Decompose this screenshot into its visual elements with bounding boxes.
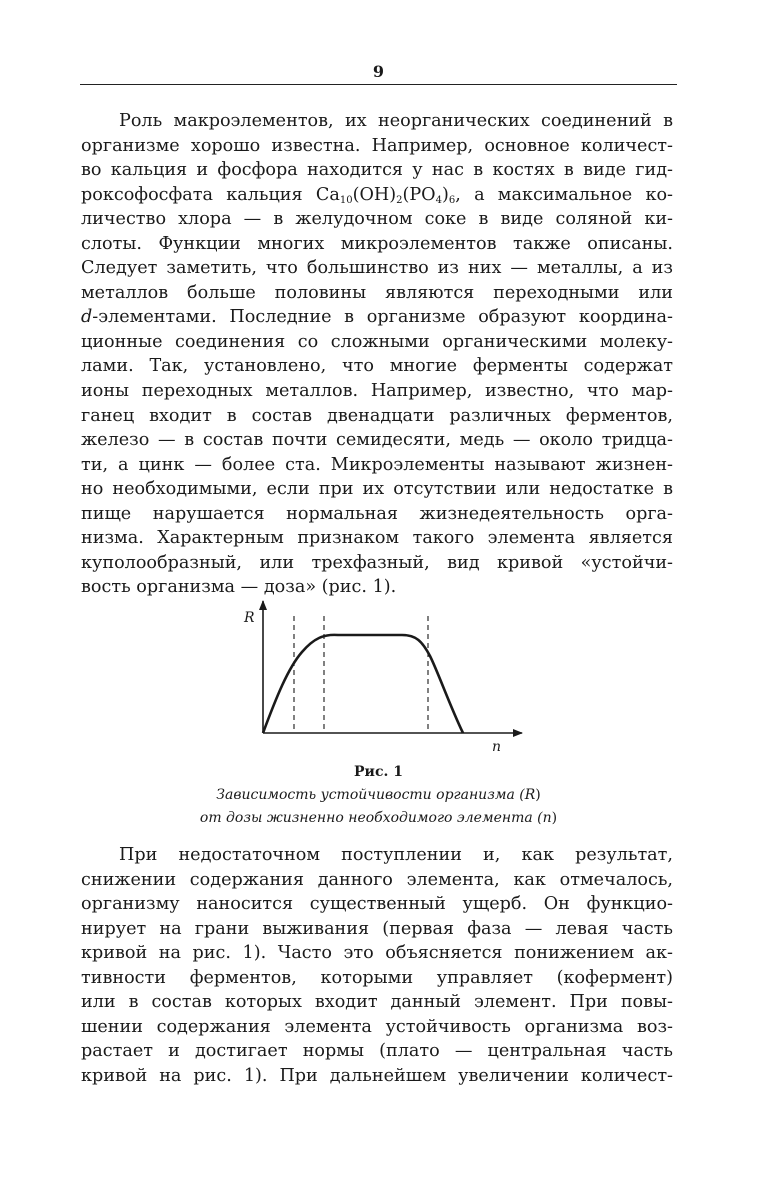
paragraph-line: кривой на рис. 1). При дальнейшем увеличении количест- xyxy=(81,1065,673,1086)
caption-text: ) xyxy=(551,810,558,826)
caption-variable: R xyxy=(524,787,536,803)
paragraph-line: Следует заметить, что большинство из них — металлы, а из xyxy=(81,258,673,279)
caption-text: ) xyxy=(535,787,541,803)
chemical-formula xyxy=(316,185,455,205)
paragraph-line: ционные соединения со сложными органическими молеку- xyxy=(81,331,673,352)
paragraph-line: металлов больше половины являются переходными или xyxy=(81,282,673,303)
paragraph-line: организме хорошо известна. Например, основное количест- xyxy=(81,135,673,156)
paragraph-line-formula xyxy=(81,183,673,208)
paragraph-2 xyxy=(81,843,673,1088)
x-axis-label: n xyxy=(492,739,502,754)
formula-part: (PO xyxy=(402,184,436,205)
paragraph-line: во кальция и фосфора находится у нас в костях в виде гид- xyxy=(81,160,673,181)
formula-subscript: 2 xyxy=(396,194,403,206)
paragraph-line: тивности ферментов, которыми управляет (кофермент) xyxy=(81,967,673,988)
figure-description-line1 xyxy=(0,787,757,803)
figure-label: Рис. 1 xyxy=(354,764,403,780)
paragraph-1 xyxy=(81,109,673,600)
caption-text: от дозы жизненно необходимого элемента ( xyxy=(199,810,543,826)
caption-variable: n xyxy=(542,810,552,826)
formula-tail-text: , а максимальное ко- xyxy=(455,184,673,205)
paragraph-line: куполообразный, или трехфазный, вид кривой «устойчи- xyxy=(81,552,673,573)
paragraph-line: организму наносится существенный ущерб. Он функцио- xyxy=(81,894,673,915)
caption-text: Зависимость устойчивости организма ( xyxy=(216,787,525,803)
paragraph-line: пище нарушается нормальная жизнедеятельность орга- xyxy=(81,503,673,524)
formula-lead-text: роксофосфата кальция xyxy=(81,184,316,205)
d-elements-text: -элементами. Последние в организме образуют координа- xyxy=(92,307,673,328)
paragraph-line: низма. Характерным признаком такого элемента является xyxy=(81,528,673,549)
paragraph-line: растает и достигает нормы (плато — центральная часть xyxy=(81,1041,673,1062)
paragraph-line: снижении содержания данного элемента, как отмечалось, xyxy=(81,869,673,890)
paragraph-line-d-elements xyxy=(81,305,673,330)
paragraph-line: Роль макроэлементов, их неорганических соединений в xyxy=(119,111,673,131)
paragraph-line: но необходимыми, если при их отсутствии или недостатке в xyxy=(81,479,673,500)
page-number: 9 xyxy=(372,62,385,81)
y-axis-label: R xyxy=(244,610,255,626)
paragraph-line: лами. Так, установлено, что многие ферменты содержат xyxy=(81,356,673,377)
formula-subscript: 4 xyxy=(435,194,442,206)
formula-subscript: 10 xyxy=(339,194,353,206)
response-curve xyxy=(263,635,463,733)
figure-description-line2 xyxy=(0,810,757,826)
paragraph-line: ионы переходных металлов. Например, известно, что мар- xyxy=(81,381,673,402)
formula-subscript: 6 xyxy=(448,194,456,206)
paragraph-line: При недостаточном поступлении и, как результат, xyxy=(119,845,673,865)
paragraph-line: кривой на рис. 1). Часто это объясняется понижением ак- xyxy=(81,943,673,964)
figure-dose-response xyxy=(232,598,532,754)
paragraph-line: шении содержания элемента устойчивость организма воз- xyxy=(81,1016,673,1037)
paragraph-line: вость организма — доза» (рис. 1). xyxy=(81,577,397,598)
d-letter: d xyxy=(81,307,93,328)
formula-part: ) xyxy=(441,184,449,205)
paragraph-line: личество хлора — в желудочном соке в виде соляной ки- xyxy=(81,209,673,230)
header-rule xyxy=(80,84,677,85)
formula-part: (OH) xyxy=(352,184,397,205)
paragraph-line: нирует на грани выживания (первая фаза — левая часть xyxy=(81,918,673,939)
formula-part: Ca xyxy=(315,184,340,205)
paragraph-line: или в состав которых входит данный элемент. При повы- xyxy=(81,992,673,1013)
paragraph-line: ти, а цинк — более ста. Микроэлементы называют жизнен- xyxy=(81,454,673,475)
paragraph-line: ганец входит в состав двенадцати различных ферментов, xyxy=(81,405,673,426)
paragraph-line: слоты. Функции многих микроэлементов также описаны. xyxy=(81,233,673,254)
paragraph-line: железо — в состав почти семидесяти, медь — около тридца- xyxy=(81,430,673,451)
